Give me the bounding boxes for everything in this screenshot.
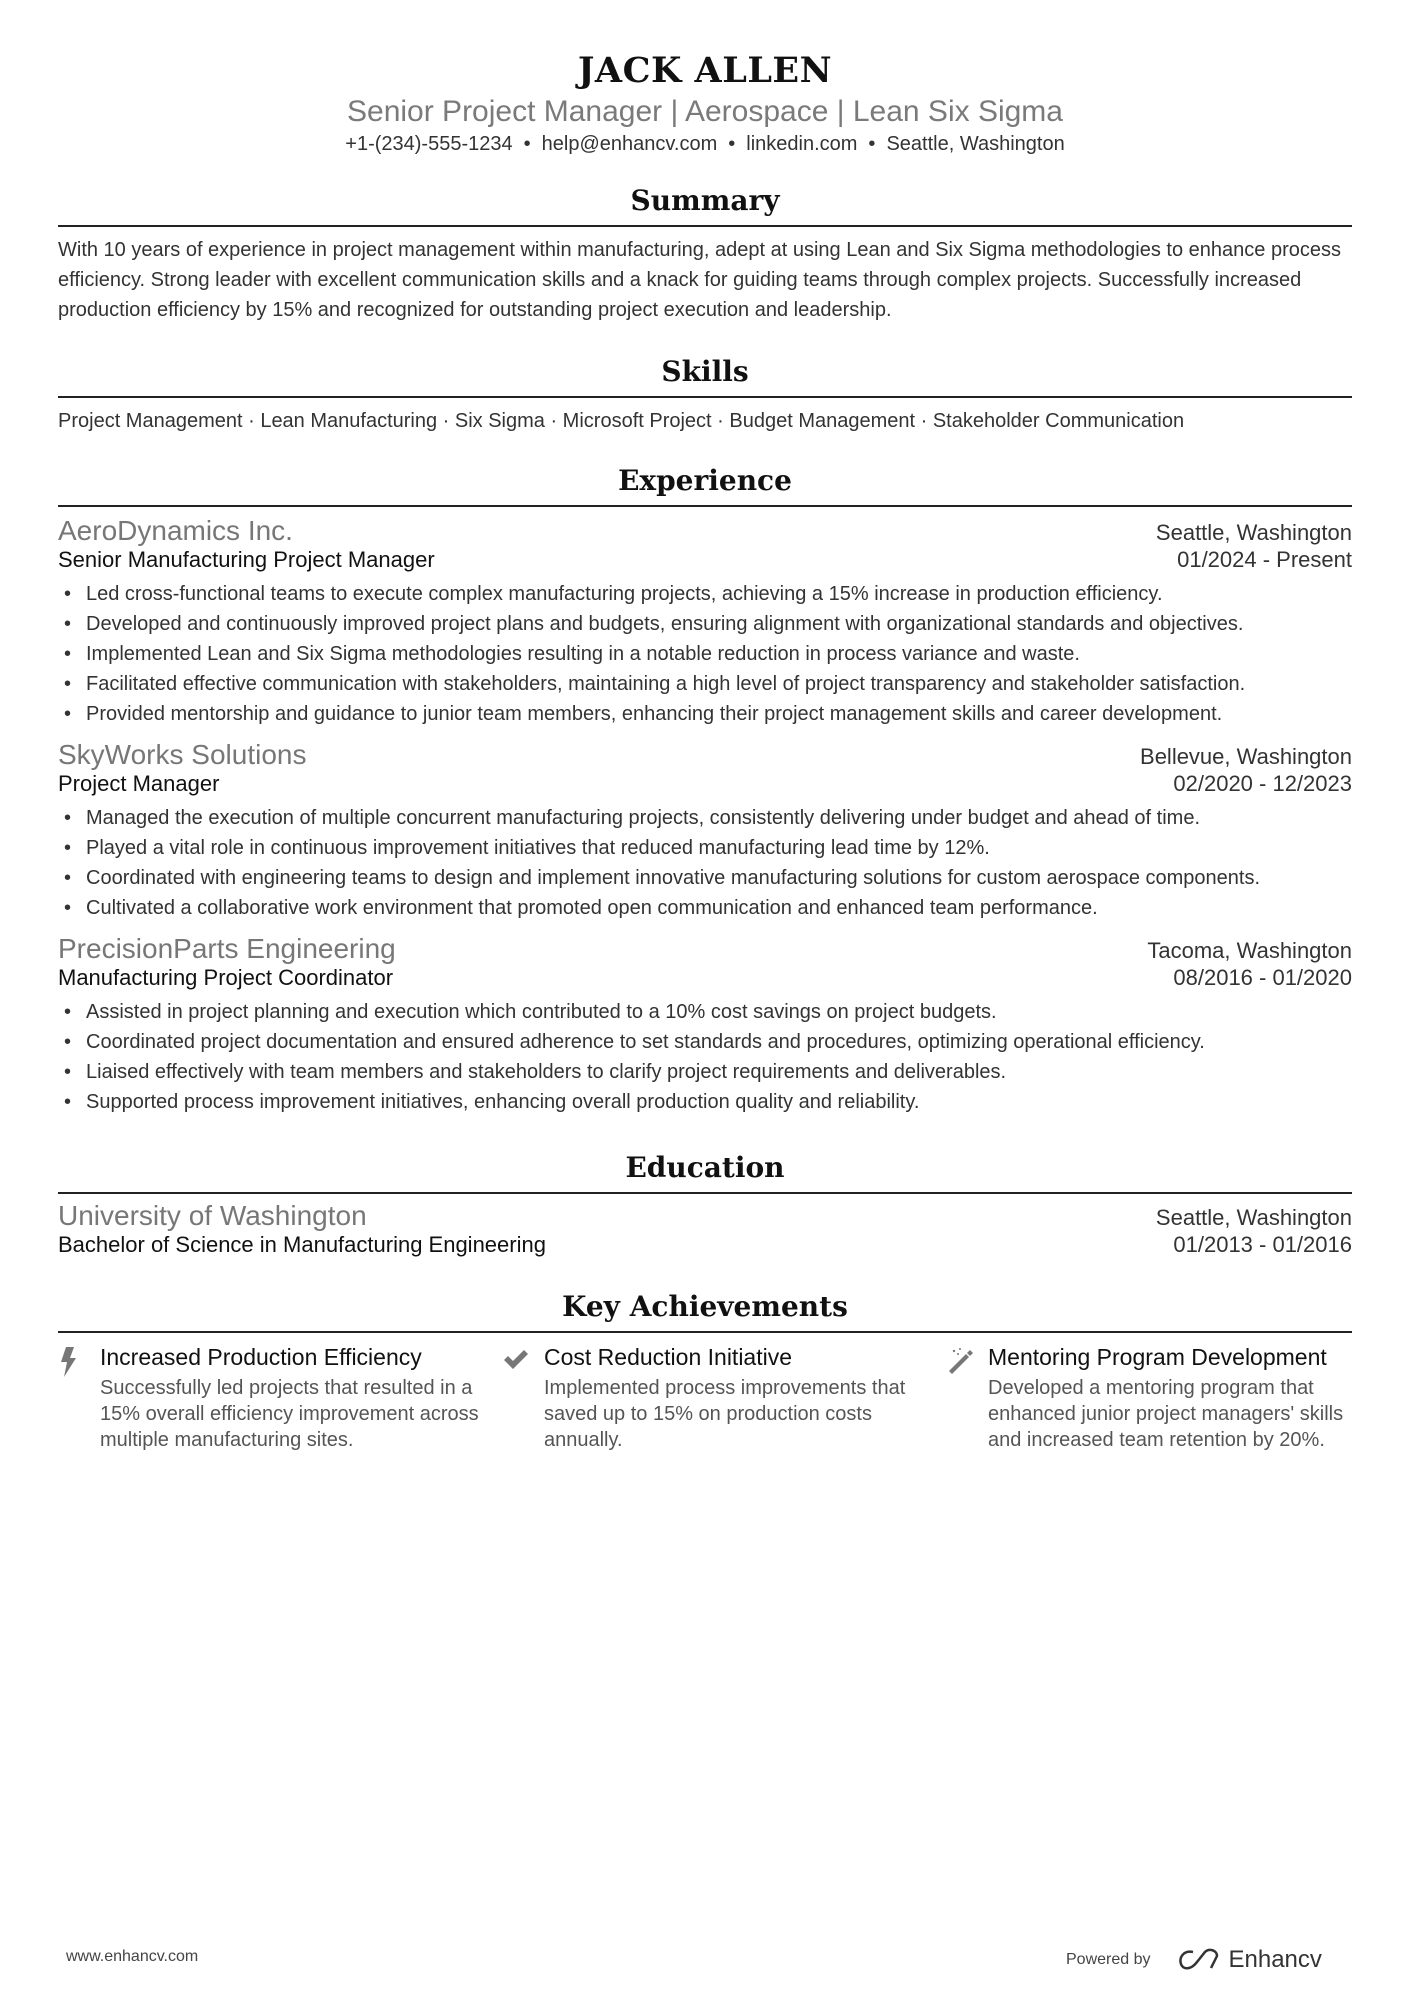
school-location: Seattle, Washington — [1155, 1205, 1352, 1230]
job-entry — [58, 739, 1352, 923]
job-location: Bellevue, Washington — [1140, 744, 1352, 769]
bullet-item: • Assisted in project planning and execution which contributed to a 10% cost savings on project budgets. — [58, 997, 1352, 1027]
achievement-title: Increased Production Efficiency — [100, 1344, 422, 1370]
section-title-education: Education — [58, 1151, 1352, 1194]
education-dates: 01/2013 - 01/2016 — [1173, 1232, 1352, 1257]
job-entry — [58, 933, 1352, 1117]
summary-section — [58, 184, 1352, 325]
education-section — [58, 1151, 1352, 1258]
bullet-item: • Provided mentorship and guidance to junior team members, enhancing their project management skills and career development. — [58, 699, 1352, 729]
skills-section — [58, 355, 1352, 436]
bullet-item: • Developed and continuously improved project plans and budgets, ensuring alignment with organizational standards and objectives. — [58, 609, 1352, 639]
summary-text: With 10 years of experience in project management within manufacturing, adept at using Lean and Six Sigma methodologies to enhance process efficiency. Strong leader with excellent communication skills and a knack for guiding teams through complex projects. Successfully increased production efficiency by 15% and recognized for outstanding project execution and leadership. — [58, 239, 1341, 321]
bullet-item: • Facilitated effective communication with stakeholders, maintaining a high level of project transparency and stakeholder satisfaction. — [58, 669, 1352, 699]
contact-line — [58, 133, 1352, 156]
bullet-item: • Liaised effectively with team members and stakeholders to clarify project requirements and deliverables. — [58, 1057, 1352, 1087]
separator-dot: • — [868, 133, 876, 155]
skills-text: Project Management · Lean Manufacturing · Six Sigma · Microsoft Project · Budget Management · Stakeholder Communication — [58, 410, 1185, 432]
achievement-item — [58, 1343, 502, 1453]
job-dates: 02/2020 - 12/2023 — [1173, 771, 1352, 796]
company-name: PrecisionParts Engineering — [58, 933, 396, 964]
email-link[interactable]: help@enhancv.com — [541, 133, 718, 155]
job-bullets — [58, 803, 1352, 923]
phone: +1-(234)-555-1234 — [345, 133, 513, 155]
separator-dot: • — [728, 133, 736, 155]
enhancv-brand: Enhancv — [1228, 1946, 1322, 1973]
bullet-item: • Cultivated a collaborative work environment that promoted open communication and enhanced team performance. — [58, 893, 1352, 923]
job-bullets — [58, 997, 1352, 1117]
job-role: Project Manager — [58, 771, 220, 796]
company-name: AeroDynamics Inc. — [58, 515, 293, 546]
bullet-item: • Implemented Lean and Six Sigma methodologies resulting in a notable reduction in process variance and waste. — [58, 639, 1352, 669]
job-bullets — [58, 579, 1352, 729]
job-location: Seattle, Washington — [1155, 520, 1352, 545]
job-dates: 08/2016 - 01/2020 — [1173, 965, 1352, 990]
bullet-item: • Supported process improvement initiatives, enhancing overall production quality and reliability. — [58, 1087, 1352, 1117]
location: Seattle, Washington — [886, 133, 1065, 155]
achievement-item — [946, 1343, 1352, 1453]
bullet-item: • Coordinated with engineering teams to design and implement innovative manufacturing solutions for custom aerospace components. — [58, 863, 1352, 893]
section-title-experience: Experience — [58, 464, 1352, 507]
job-role: Manufacturing Project Coordinator — [58, 965, 394, 990]
achievement-desc: Developed a mentoring program that enhanced junior project managers' skills and increased team retention by 20%. — [988, 1377, 1344, 1451]
powered-by-label: Powered by — [1066, 1951, 1151, 1968]
bullet-item: • Led cross-functional teams to execute complex manufacturing projects, achieving a 15% increase in production efficiency. — [58, 579, 1352, 609]
achievements-grid — [58, 1343, 1352, 1453]
section-title-summary: Summary — [58, 184, 1352, 227]
section-title-skills: Skills — [58, 355, 1352, 398]
lightning-bolt-icon — [58, 1343, 100, 1453]
footer-website-link[interactable]: www.enhancv.com — [66, 1948, 199, 1965]
enhancv-logo-icon — [1177, 1948, 1223, 1972]
candidate-name: JACK ALLEN — [577, 50, 833, 91]
powered-by — [1066, 1946, 1322, 1974]
bullet-item: • Played a vital role in continuous improvement initiatives that reduced manufacturing lead time by 12%. — [58, 833, 1352, 863]
linkedin-link[interactable]: linkedin.com — [746, 133, 858, 155]
achievement-title: Cost Reduction Initiative — [544, 1344, 793, 1370]
bullet-item: • Managed the execution of multiple concurrent manufacturing projects, consistently delivering under budget and ahead of time. — [58, 803, 1352, 833]
achievement-desc: Implemented process improvements that saved up to 15% on production costs annually. — [544, 1377, 906, 1451]
job-dates: 01/2024 - Present — [1177, 547, 1352, 572]
job-role: Senior Manufacturing Project Manager — [58, 547, 435, 572]
resume-page — [58, 0, 1352, 1453]
magic-wand-icon — [946, 1343, 988, 1453]
job-location: Tacoma, Washington — [1147, 938, 1352, 963]
headline: Senior Project Manager | Aerospace | Lean Six Sigma — [347, 95, 1063, 128]
achievement-item — [502, 1343, 946, 1453]
experience-section — [58, 464, 1352, 1117]
degree: Bachelor of Science in Manufacturing Engineering — [58, 1232, 546, 1257]
separator-dot: • — [523, 133, 531, 155]
section-title-achievements: Key Achievements — [58, 1290, 1352, 1333]
bullet-item: • Coordinated project documentation and ensured adherence to set standards and procedures, optimizing operational efficiency. — [58, 1027, 1352, 1057]
achievement-title: Mentoring Program Development — [988, 1344, 1327, 1370]
checkmark-icon — [502, 1343, 544, 1453]
school-name: University of Washington — [58, 1200, 367, 1231]
achievements-section — [58, 1290, 1352, 1453]
job-entry — [58, 515, 1352, 729]
achievement-desc: Successfully led projects that resulted in a 15% overall efficiency improvement across multiple manufacturing sites. — [100, 1377, 479, 1451]
company-name: SkyWorks Solutions — [58, 739, 307, 770]
